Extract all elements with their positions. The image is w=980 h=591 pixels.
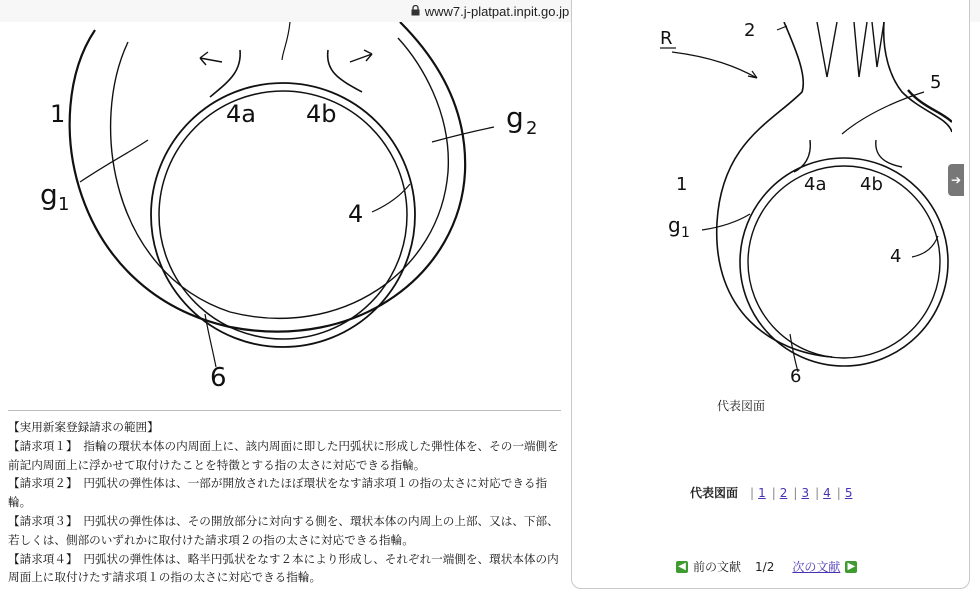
label-g2-sub: 2 xyxy=(526,118,538,139)
label-g1-sub: 1 xyxy=(58,194,70,215)
label-g1: g xyxy=(40,178,58,211)
leader-5 xyxy=(842,92,924,134)
claim-3: 【請求項３】 円弧状の弾性体は、その開放部分に対向する側を、環状本体の内周上の上部、又は、下部、若しくは、側部のいずれかに取付けた請求項２の指の太さに対応できる指輪。 xyxy=(8,513,559,547)
side-label-g1: g xyxy=(668,213,681,237)
label-4a: 4a xyxy=(226,100,256,128)
figure-pager: 代表図面 | 1 | 2 | 3 | 4 | 5 xyxy=(690,485,853,500)
claims-section xyxy=(8,418,564,587)
side-elastic-inner xyxy=(748,166,940,358)
leader-4-side xyxy=(912,236,938,257)
figure-page-1[interactable]: 1 xyxy=(758,485,766,500)
leader-R xyxy=(672,52,757,78)
side-end-4b xyxy=(876,140,902,167)
figure-page-4[interactable]: 4 xyxy=(823,485,831,500)
figure-page-3[interactable]: 3 xyxy=(801,485,810,500)
outer-ring-arc xyxy=(70,22,466,332)
leader-top xyxy=(282,22,290,60)
document-pager xyxy=(676,558,857,575)
representative-drawing xyxy=(572,22,952,392)
claim-1: 【請求項１】 指輪の環状本体の内周面上に、該内周面に即した円弧状に形成した弾性体を、その一端側を前記内周面上に浮かせて取付けたことを特徴とする指の太さに対応できる指輪。 xyxy=(8,438,559,472)
elastic-ring-inner xyxy=(159,91,407,339)
figure-page-2[interactable]: 2 xyxy=(779,485,788,500)
arrow-left-icon[interactable]: ◀ xyxy=(676,561,688,573)
end-4b xyxy=(328,50,362,92)
leader-g1-side xyxy=(702,214,750,230)
stone-3 xyxy=(872,22,884,67)
arrow-left xyxy=(200,52,222,65)
stone-2 xyxy=(854,22,867,77)
side-label-g1-sub: 1 xyxy=(681,225,690,241)
figure-caption: 代表図面 xyxy=(716,399,765,413)
label-4b: 4b xyxy=(306,100,337,128)
side-label-2: 2 xyxy=(744,22,756,41)
next-document-link[interactable]: 次の文献 xyxy=(792,560,841,574)
side-elastic-outer xyxy=(740,158,948,366)
label-4: 4 xyxy=(348,200,364,228)
label-1: 1 xyxy=(50,100,66,128)
side-label-R: R xyxy=(660,28,673,49)
claim-2: 【請求項２】 円弧状の弾性体は、一部が開放されたほぼ環状をなす請求項１の指の太さに対応できる指輪。 xyxy=(8,476,548,510)
label-6: 6 xyxy=(210,363,227,393)
document-position: 1/2 xyxy=(755,559,775,574)
side-label-4a: 4a xyxy=(804,174,827,195)
side-end-4a xyxy=(794,140,810,172)
side-label-6: 6 xyxy=(790,366,802,387)
url-text: www7.j-platpat.inpit.go.jp xyxy=(424,3,570,19)
claim-4: 【請求項４】 円弧状の弾性体は、略半円弧状をなす２本により形成し、それぞれ一端側を、環状本体の内周面上に取付けたす請求項１の指の太さに対応できる指輪。 xyxy=(8,551,559,585)
claims-heading: 【実用新案登録請求の範囲】 xyxy=(8,420,159,434)
panel-toggle-arrow-icon[interactable]: ➔ xyxy=(948,164,964,196)
leader-2 xyxy=(777,26,787,30)
side-label-4: 4 xyxy=(890,246,902,267)
prev-document-label[interactable]: 前の文献 xyxy=(693,560,742,574)
side-label-4b: 4b xyxy=(860,174,883,195)
side-label-5: 5 xyxy=(930,72,942,93)
end-4a xyxy=(210,50,240,97)
figure-page-5[interactable]: 5 xyxy=(844,485,853,500)
side-label-1: 1 xyxy=(676,174,688,195)
main-patent-drawing xyxy=(0,22,565,407)
arrow-right xyxy=(350,50,372,62)
leader-g1 xyxy=(80,140,148,182)
outer-ring-inner-arc xyxy=(111,38,449,318)
label-g2: g xyxy=(506,101,524,134)
arrow-right-icon[interactable]: ▶ xyxy=(845,561,857,573)
figure-pager-label: 代表図面 xyxy=(690,486,739,500)
lock-icon xyxy=(411,4,420,19)
stone-1 xyxy=(817,22,837,77)
